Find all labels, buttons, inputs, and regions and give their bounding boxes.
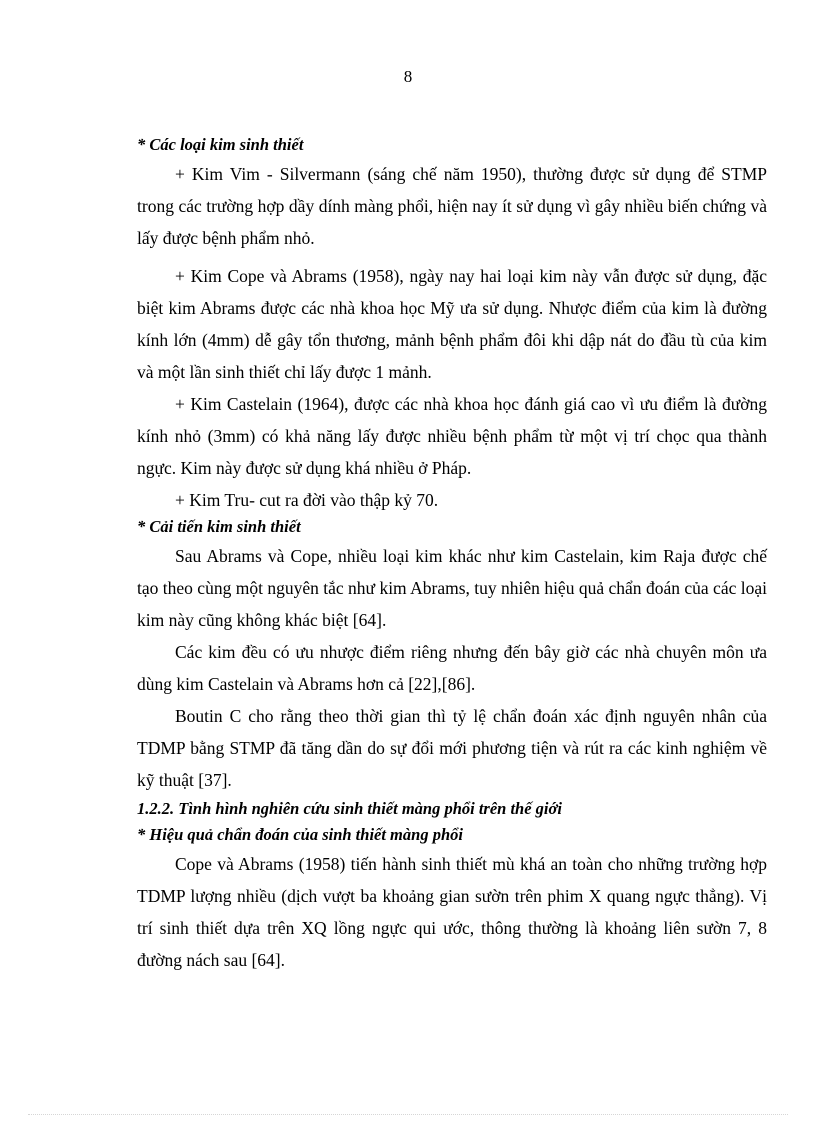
paragraph-vim-silvermann: + Kim Vim - Silvermann (sáng chế năm 1950), thường được sử dụng để STMP trong các trường hợp dầy dính màng phổi, hiện nay ít sử dụng vì gây nhiều biến chứng và lấy được bệnh phẩm nhỏ. <box>137 164 767 248</box>
paragraph-cope-abrams: + Kim Cope và Abrams (1958), ngày nay hai loại kim này vẫn được sử dụng, đặc biệt kim Abrams được các nhà khoa học Mỹ ưa sử dụng. Nhược điểm của kim là đường kính lớn (4mm) dễ gây tổn thương, mảnh bệnh phẩm đôi khi dập nát do đầu tù của kim và một lần sinh thiết chỉ lấy được 1 mảnh. <box>137 266 767 382</box>
section-heading-needle-types: * Các loại kim sinh thiết <box>137 135 304 154</box>
paragraph-cope-abrams-1958: Cope và Abrams (1958) tiến hành sinh thiết mù khá an toàn cho những trường hợp TDMP lượng nhiều (dịch vượt ba khoảng gian sườn trên phim X quang ngực thẳng). Vị trí sinh thiết dựa trên XQ lồng ngực qui ước, thông thường là khoảng liên sườn 7, 8 đường nách sau [64]. <box>137 854 767 970</box>
paragraph-preferences: Các kim đều có ưu nhược điểm riêng nhưng đến bây giờ các nhà chuyên môn ưa dùng kim Castelain và Abrams hơn cả [22],[86]. <box>137 642 767 694</box>
paragraph-castelain: + Kim Castelain (1964), được các nhà khoa học đánh giá cao vì ưu điểm là đường kính nhỏ (3mm) có khả năng lấy được nhiều bệnh phẩm từ một vị trí chọc qua thành ngực. Kim này được sử dụng khá nhiều ở Pháp. <box>137 394 767 478</box>
paragraph-tru-cut: + Kim Tru- cut ra đời vào thập kỷ 70. <box>175 490 439 510</box>
paragraph-boutin: Boutin C cho rằng theo thời gian thì tỷ lệ chẩn đoán xác định nguyên nhân của TDMP bằng STMP đã tăng dần do sự đổi mới phương tiện và rút ra các kinh nghiệm về kỹ thuật [37]. <box>137 706 767 790</box>
section-heading-diagnostic-effectiveness: * Hiệu quả chẩn đoán của sinh thiết màng phổi <box>137 825 463 844</box>
document-body <box>137 134 767 976</box>
paragraph-improvements: Sau Abrams và Cope, nhiều loại kim khác như kim Castelain, kim Raja được chế tạo theo cùng một nguyên tắc như kim Abrams, tuy nhiên hiệu quả chẩn đoán của các loại kim này cũng không khác biệt [64]. <box>137 546 767 630</box>
section-heading-1-2-2: 1.2.2. Tình hình nghiên cứu sinh thiết màng phổi trên thế giới <box>137 799 562 818</box>
page-bottom-divider <box>28 1114 788 1115</box>
page-number: 8 <box>403 67 413 86</box>
section-heading-needle-improvements: * Cải tiến kim sinh thiết <box>137 517 301 536</box>
